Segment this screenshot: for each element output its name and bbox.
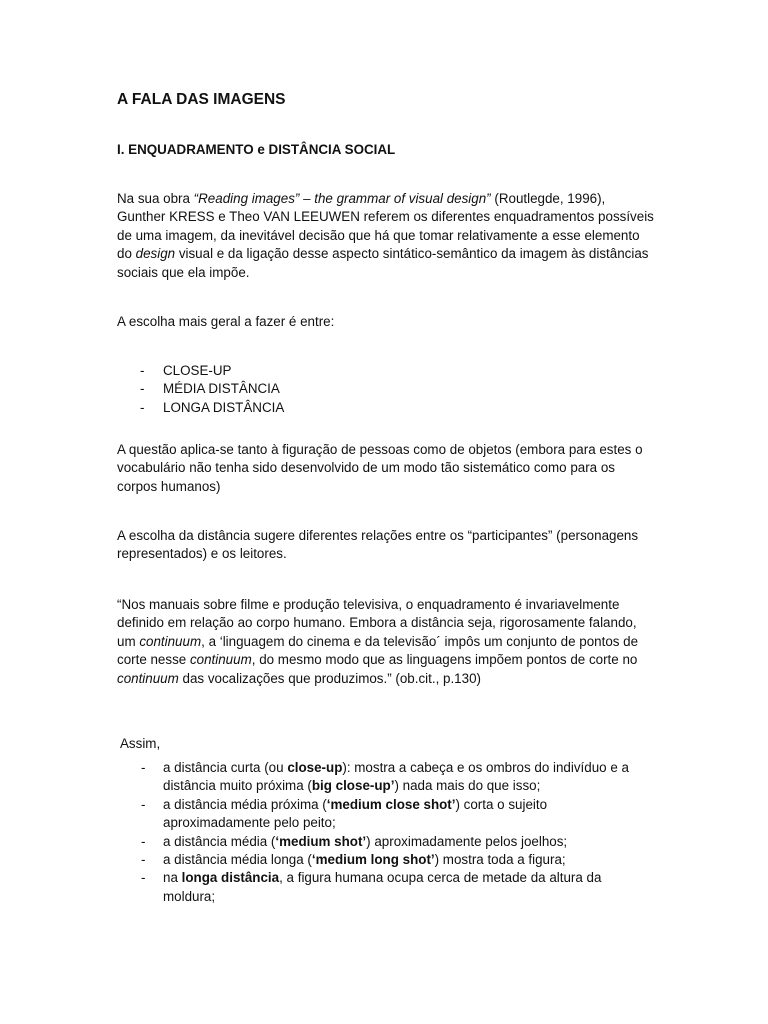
list-item: - CLOSE-UP (117, 362, 657, 380)
list-item: - na longa distância, a figura humana ocupa cerca de metade da altura da moldura; (117, 869, 657, 906)
quote-paragraph: “Nos manuais sobre filme e produção televisiva, o enquadramento é invariavelmente definido em relação ao corpo humano. Embora a distância seja, rigorosamente falando, um continuum, a ‘linguagem do cinema e da televisão´ impôs um conjunto de pontos de corte nesse continuum, do mesmo modo que as linguagens impõem pontos de corte no continuum das vocalizações que produzimos.” (ob.cit., p.130) (117, 597, 639, 686)
list-item: - a distância média longa (‘medium long shot’) mostra toda a figura; (117, 851, 657, 869)
question-paragraph: A questão aplica-se tanto à figuração de pessoas como de objetos (embora para estes o vocabulário não tenha sido desenvolvido de um modo tão sistemático como para os corpos humanos) (117, 442, 643, 494)
assim-label: Assim, (120, 736, 161, 751)
choice-paragraph: A escolha mais geral a fazer é entre: (117, 314, 335, 329)
list-item: - MÉDIA DISTÂNCIA (117, 380, 657, 398)
list-item: - LONGA DISTÂNCIA (117, 399, 657, 417)
shot-distance-list (117, 759, 657, 906)
distance-list (117, 362, 657, 417)
list-item: - a distância curta (ou close-up): mostra a cabeça e os ombros do indivíduo e a distância muito próxima (big close-up’) nada mais do que isso; (117, 759, 657, 796)
intro-paragraph: Na sua obra “Reading images” – the grammar of visual design” (Routlegde, 1996), Gunther KRESS e Theo VAN LEEUWEN referem os diferentes enquadramentos possíveis de uma imagem, da inevitável decisão que há que tomar relativamente a esse elemento do design visual e da ligação desse aspecto sintático-semântico da imagem às distâncias sociais que ela impõe. (117, 191, 654, 280)
section-heading: I. ENQUADRAMENTO e DISTÂNCIA SOCIAL (117, 142, 396, 157)
list-item: - a distância média (‘medium shot’) aproximadamente pelos joelhos; (117, 833, 657, 851)
document-title: A FALA DAS IMAGENS (117, 91, 286, 108)
relations-paragraph: A escolha da distância sugere diferentes relações entre os “participantes” (personagens representados) e os leitores. (117, 528, 639, 562)
list-item: - a distância média próxima (‘medium close shot’) corta o sujeito aproximadamente pelo peito; (117, 796, 657, 833)
